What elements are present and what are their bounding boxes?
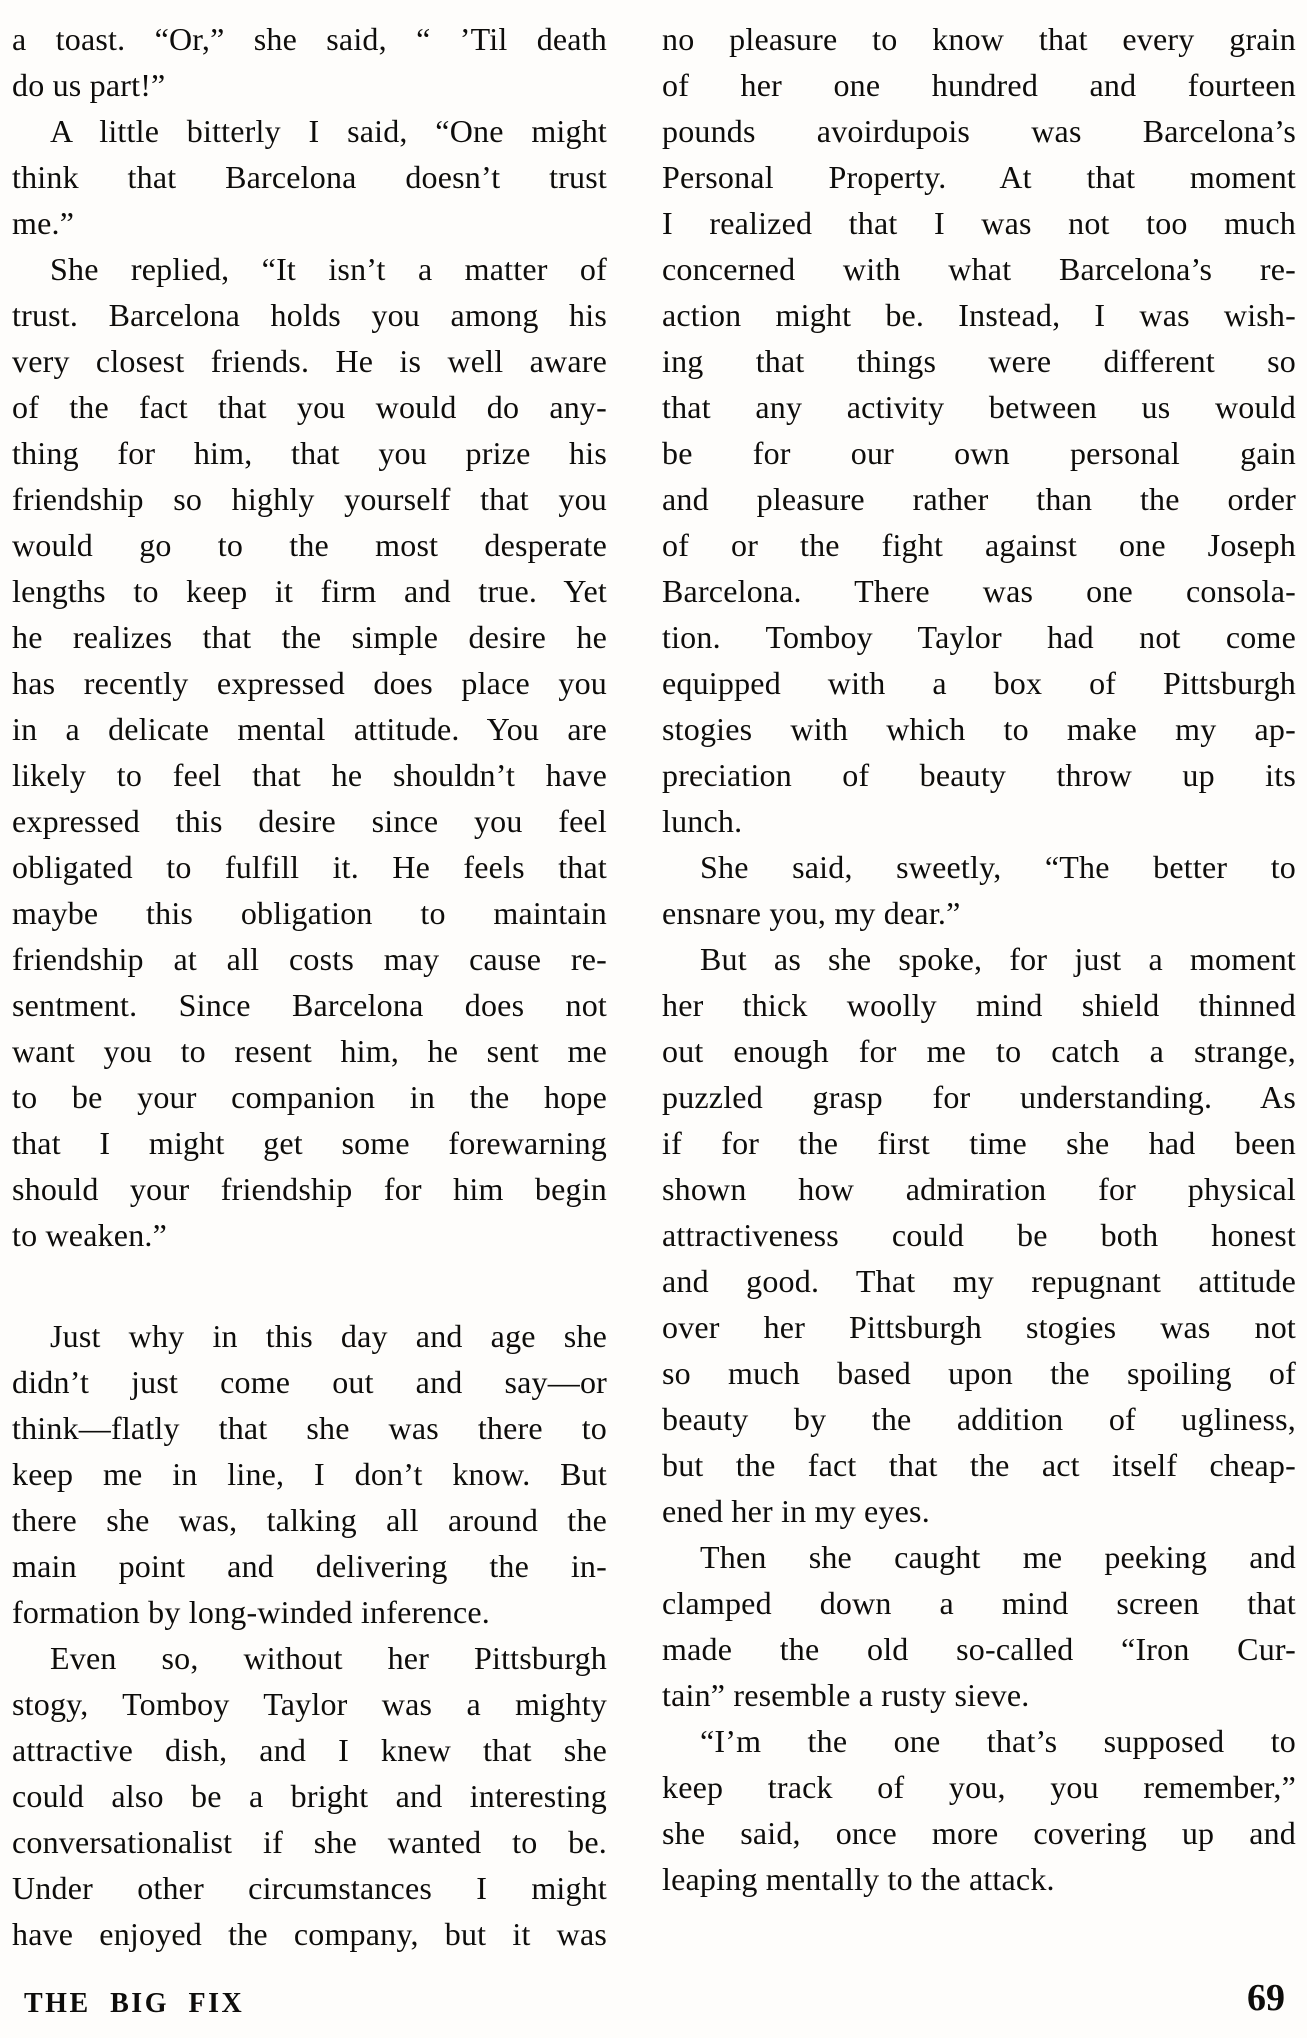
text-line: attractive dish, and I knew that she [12,1732,607,1768]
text-line: likely to feel that he shouldn’t have [12,757,607,793]
text-line: maybe this obligation to maintain [12,895,607,931]
text-line: thing for him, that you prize his [12,435,607,471]
text-line: puzzled grasp for understanding. As [662,1079,1296,1115]
text-line: attractiveness could be both honest [662,1217,1296,1253]
text-line: action might be. Instead, I was wish- [662,297,1296,333]
text-line: lunch. [662,803,743,839]
text-line: keep track of you, you remember,” [662,1769,1296,1805]
page-number: 69 [1247,1977,1285,2019]
text-line: no pleasure to know that every grain [662,21,1296,57]
text-line: would go to the most desperate [12,527,607,563]
text-line: But as she spoke, for just a moment [700,941,1296,977]
text-line: have enjoyed the company, but it was [12,1916,607,1952]
text-line: of the fact that you would do any- [12,389,607,425]
text-line: could also be a bright and interesting [12,1778,607,1814]
text-line: shown how admiration for physical [662,1171,1296,1207]
text-line: tion. Tomboy Taylor had not come [662,619,1296,655]
text-line: he realizes that the simple desire he [12,619,607,655]
running-footer-title: THE BIG FIX [24,1988,245,2019]
text-line: Under other circumstances I might [12,1870,607,1906]
text-line: Then she caught me peeking and [700,1539,1296,1575]
text-line: pounds avoirdupois was Barcelona’s [662,113,1296,149]
text-line: should your friendship for him begin [12,1171,607,1207]
text-line: Personal Property. At that moment [662,159,1296,195]
text-line: ensnare you, my dear.” [662,895,961,931]
text-line: keep me in line, I don’t know. But [12,1456,607,1492]
text-line: Barcelona. There was one consola- [662,573,1296,609]
text-line: a toast. “Or,” she said, “ ’Til death [12,21,607,57]
text-line: leaping mentally to the attack. [662,1861,1055,1897]
text-line: over her Pittsburgh stogies was not [662,1309,1296,1345]
text-line: I realized that I was not too much [662,205,1296,241]
text-line: has recently expressed does place you [12,665,607,701]
text-line: equipped with a box of Pittsburgh [662,665,1296,701]
text-line: made the old so-called “Iron Cur- [662,1631,1296,1667]
text-line: out enough for me to catch a strange, [662,1033,1296,1069]
text-line: main point and delivering the in- [12,1548,607,1584]
text-line: very closest friends. He is well aware [12,343,607,379]
text-line: she said, once more covering up and [662,1815,1296,1851]
text-line: if for the first time she had been [662,1125,1296,1161]
text-line: Even so, without her Pittsburgh [50,1640,607,1676]
text-line: sentment. Since Barcelona does not [12,987,607,1023]
text-line: of her one hundred and fourteen [662,67,1296,103]
text-line: there she was, talking all around the [12,1502,607,1538]
text-line: want you to resent him, he sent me [12,1033,607,1069]
text-line: friendship so highly yourself that you [12,481,607,517]
text-line: A little bitterly I said, “One might [50,113,607,149]
text-line: tain” resemble a rusty sieve. [662,1677,1030,1713]
right-column [662,16,1296,1902]
text-line: ened her in my eyes. [662,1493,930,1529]
text-line: to weaken.” [12,1217,168,1253]
text-line: “I’m the one that’s supposed to [700,1723,1296,1759]
text-line: do us part!” [12,67,166,103]
text-line: clamped down a mind screen that [662,1585,1296,1621]
text-line: me.” [12,205,75,241]
text-line: trust. Barcelona holds you among his [12,297,607,333]
text-line: to be your companion in the hope [12,1079,607,1115]
text-line: stogies with which to make my ap- [662,711,1296,747]
text-line: She replied, “It isn’t a matter of [50,251,607,287]
text-line: preciation of beauty throw up its [662,757,1296,793]
text-line: think that Barcelona doesn’t trust [12,159,607,195]
text-line: expressed this desire since you feel [12,803,607,839]
text-line: that I might get some forewarning [12,1125,607,1161]
text-line: conversationalist if she wanted to be. [12,1824,607,1860]
text-line: in a delicate mental attitude. You are [12,711,607,747]
text-line: friendship at all costs may cause re- [12,941,607,977]
text-line: that any activity between us would [662,389,1296,425]
text-line: and good. That my repugnant attitude [662,1263,1296,1299]
text-line: be for our own personal gain [662,435,1296,471]
text-line: ing that things were different so [662,343,1296,379]
text-line: but the fact that the act itself cheap- [662,1447,1296,1483]
left-column [12,16,607,1957]
text-line: obligated to fulfill it. He feels that [12,849,607,885]
text-line: so much based upon the spoiling of [662,1355,1296,1391]
text-line: She said, sweetly, “The better to [700,849,1296,885]
text-line: beauty by the addition of ugliness, [662,1401,1296,1437]
text-line: her thick woolly mind shield thinned [662,987,1296,1023]
text-line: formation by long-winded inference. [12,1594,490,1630]
text-line: lengths to keep it firm and true. Yet [12,573,607,609]
text-line: stogy, Tomboy Taylor was a mighty [12,1686,607,1722]
text-line: Just why in this day and age she [50,1318,607,1354]
text-line: and pleasure rather than the order [662,481,1296,517]
text-line: think—flatly that she was there to [12,1410,607,1446]
text-line: of or the fight against one Joseph [662,527,1296,563]
text-line: concerned with what Barcelona’s re- [662,251,1296,287]
text-line: didn’t just come out and say—or [12,1364,607,1400]
